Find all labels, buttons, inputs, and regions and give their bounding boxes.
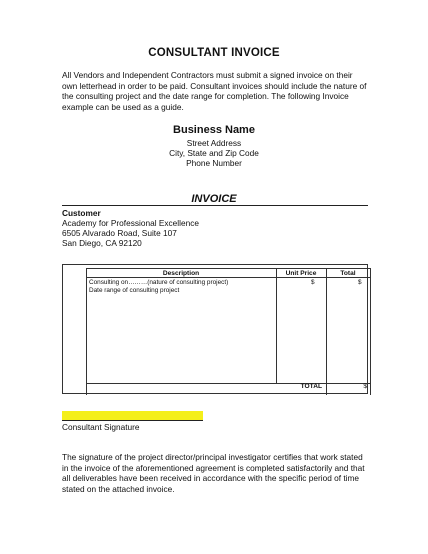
total-value: $ [363,383,367,390]
signature-field[interactable] [62,411,203,420]
signature-label: Consultant Signature [62,422,140,432]
business-city-state-zip: City, State and Zip Code [169,148,259,158]
signature-line [62,420,203,421]
row-description-line2: Date range of consulting project [89,287,180,294]
total-label: TOTAL [300,383,322,390]
business-name: Business Name [173,124,255,136]
column-divider [276,268,277,383]
total-rule [86,383,371,384]
document-title: CONSULTANT INVOICE [148,47,280,59]
column-divider [326,268,327,395]
invoice-heading: INVOICE [191,193,237,205]
heading-divider [62,205,368,206]
certification-paragraph: The signature of the project director/principal investigator certifies that work stated in the invoice of the aforementioned agreement is completed satisfactorily and that all deliverables have been received in accordance with the specific period of time stated on the attached invoice. [62,452,365,494]
table-left-border [86,268,87,395]
business-phone: Phone Number [186,158,242,168]
row-unit-price: $ [311,279,315,286]
invoice-table [86,268,371,395]
table-top-rule [86,268,371,269]
customer-label: Customer [62,208,101,218]
header-total: Total [340,270,356,277]
business-street: Street Address [186,138,242,148]
table-right-border [370,268,371,395]
header-rule [86,277,371,278]
customer-city: San Diego, CA 92120 [62,238,142,248]
header-description: Description [162,270,200,277]
row-total: $ [358,279,362,286]
header-unit-price: Unit Price [285,270,317,277]
row-description-line1: Consulting on………(nature of consulting project) [89,279,229,286]
customer-address: 6505 Alvarado Road, Suite 107 [62,228,177,238]
intro-paragraph: All Vendors and Independent Contractors must submit a signed invoice on their own letterhead in order to be paid. Consultant invoices should include the nature of the consulting project and the date range for completion. The following Invoice example can be used as a guide. [62,70,367,112]
customer-name: Academy for Professional Excellence [62,218,199,228]
